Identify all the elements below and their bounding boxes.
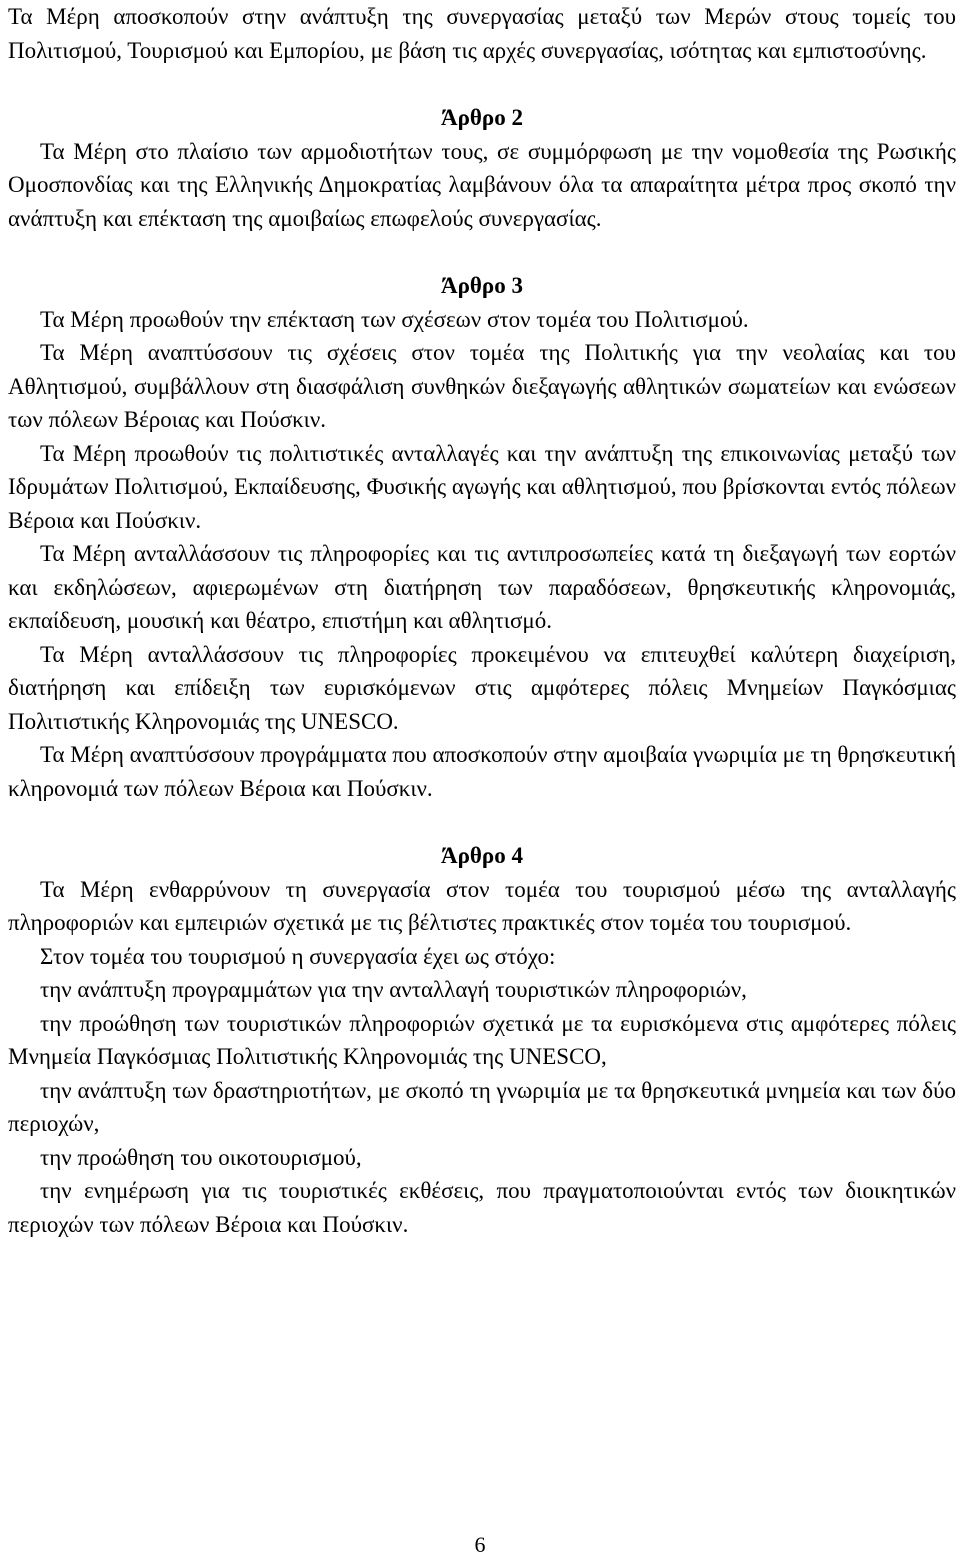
goal-list-item: την ενημέρωση για τις τουριστικές εκθέσεις, που πραγματοποιούνται εντός των διοικητικών περιοχών των πόλεων Βέροια και Πούσκιν. bbox=[8, 1178, 956, 1237]
article-3-heading: Άρθρο 3 bbox=[441, 273, 523, 298]
intro-paragraph: Τα Μέρη αποσκοπούν στην ανάπτυξη της συνεργασίας μεταξύ των Μερών στους τομείς του Πολιτισμού, Τουρισμού και Εμπορίου, με βάση τις αρχές συνεργασίας, ισότητας και εμπιστοσύνης. bbox=[8, 4, 956, 63]
goal-list-item: την προώθηση των τουριστικών πληροφοριών σχετικά με τα ευρισκόμενα στις αμφότερες πόλεις Μνημεία Παγκόσμιας Πολιτιστικής Κληρονομιάς της UNESCO, bbox=[8, 1010, 956, 1069]
article-3-paragraph: Τα Μέρη ανταλλάσσουν τις πληροφορίες και τις αντιπροσωπείες κατά τη διεξαγωγή των εορτών και εκδηλώσεων, αφιερωμένων στη διατήρηση των παραδόσεων, θρησκευτικής κληρονομιάς, εκπαίδευση, μουσική και θέατρο, επιστήμη και αθλητισμό. bbox=[8, 541, 956, 633]
article-3-paragraph: Τα Μέρη αναπτύσσουν τις σχέσεις στον τομέα της Πολιτικής για την νεολαίας και του Αθλητισμού, συμβάλλουν στη διασφάλιση συνθηκών διεξαγωγής αθλητικών σωματείων και ενώσεων των πόλεων Βέροιας και Πούσκιν. bbox=[8, 340, 956, 432]
article-3-paragraph: Τα Μέρη ανταλλάσσουν τις πληροφορίες προκειμένου να επιτευχθεί καλύτερη διαχείριση, διατήρηση και επίδειξη των ευρισκόμενων στις αμφότερες πόλεις Μνημείων Παγκόσμιας Πολιτιστικής Κληρονομιάς της UNESCO. bbox=[8, 641, 956, 734]
goal-list-item: την ανάπτυξη προγραμμάτων για την ανταλλαγή τουριστικών πληροφοριών, bbox=[40, 977, 747, 1002]
goal-list-item: την ανάπτυξη των δραστηριοτήτων, με σκοπό τη γνωριμία με τα θρησκευτικά μνημεία και των δύο περιοχών, bbox=[8, 1077, 956, 1136]
document-page bbox=[8, 0, 956, 1241]
page-number: 6 bbox=[474, 1532, 486, 1557]
article-3-paragraph: Τα Μέρη προωθούν τις πολιτιστικές ανταλλαγές και την ανάπτυξη της επικοινωνίας μεταξύ των Ιδρυμάτων Πολιτισμού, Εκπαίδευσης, Φυσικής αγωγής και αθλητισμού, που βρίσκονται εντός πόλεων Βέροια και Πούσκιν. bbox=[8, 440, 956, 533]
article-2-text: Τα Μέρη στο πλαίσιο των αρμοδιοτήτων τους, σε συμμόρφωση με την νομοθεσία της Ρωσικής Ομοσπονδίας και της Ελληνικής Δημοκρατίας λαμβάνουν όλα τα απαραίτητα μέτρα προς σκοπό την ανάπτυξη και επέκταση της αμοιβαίως επωφελούς συνεργασίας. bbox=[8, 138, 956, 231]
article-3-paragraph: Τα Μέρη προωθούν την επέκταση των σχέσεων στον τομέα του Πολιτισμού. bbox=[40, 306, 749, 332]
article-2-heading: Άρθρο 2 bbox=[441, 105, 523, 130]
article-4-paragraph: Τα Μέρη ενθαρρύνουν τη συνεργασία στον τομέα του τουρισμού μέσω της ανταλλαγής πληροφοριών και εμπειριών σχετικά με τις βέλτιστες πρακτικές στον τομέα του τουρισμού. bbox=[8, 876, 956, 935]
article-4-heading: Άρθρο 4 bbox=[441, 843, 523, 868]
article-4-paragraph: Στον τομέα του τουρισμού η συνεργασία έχει ως στόχο: bbox=[40, 943, 556, 969]
article-3-paragraph: Τα Μέρη αναπτύσσουν προγράμματα που αποσκοπούν στην αμοιβαία γνωριμία με τη θρησκευτική κληρονομιά των πόλεων Βέροια και Πούσκιν. bbox=[8, 742, 956, 801]
goal-list-item: την προώθηση του οικοτουρισμού, bbox=[40, 1144, 362, 1170]
